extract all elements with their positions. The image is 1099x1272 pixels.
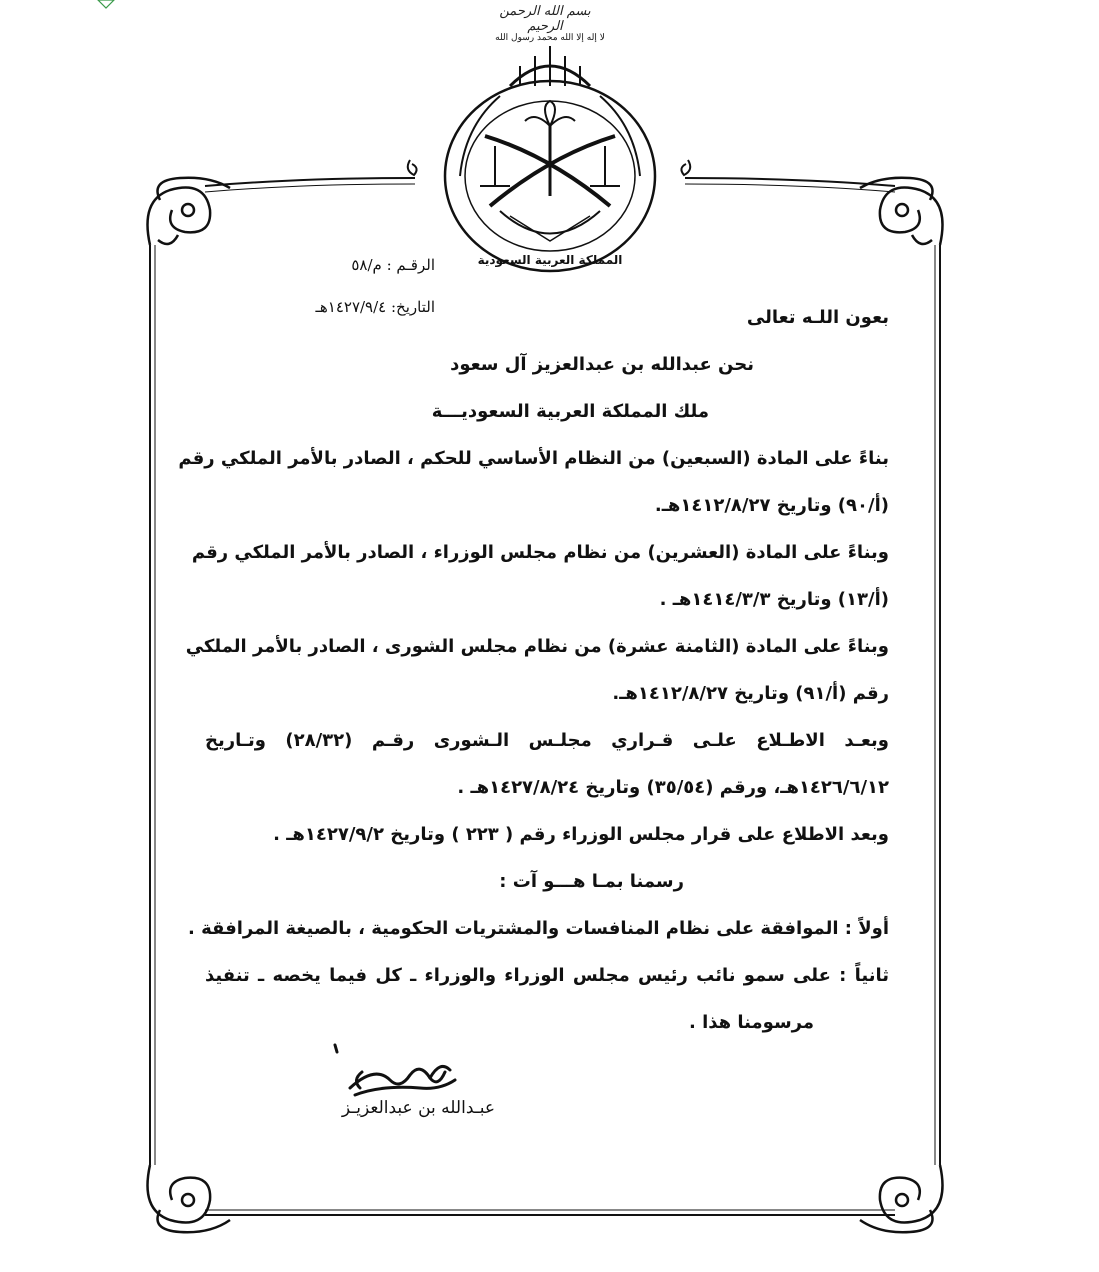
corner-mark-icon bbox=[96, 0, 116, 10]
royal-seal-emblem bbox=[440, 26, 660, 276]
body-line-3: وبناءً على المادة (العشرين) من نظام مجلس الوزراء ، الصادر بالأمر الملكي رقم bbox=[191, 542, 889, 563]
clause-second: ثانياً : على سمو نائب رئيس مجلس الوزراء والوزراء ـ كل فيما يخصه ـ تنفيذ bbox=[205, 965, 889, 986]
reference-date: التاريخ: ١٤٢٧/٩/٤هـ bbox=[315, 298, 435, 316]
corner-ornament-bottom-left bbox=[148, 1165, 231, 1232]
seal-legend: المملكة العربية السعودية bbox=[477, 253, 623, 267]
body-line-8: ١٤٢٦/٦/١٢هـ، ورقم (٣٥/٥٤) وتاريخ ١٤٢٧/٨/٢٤هـ . bbox=[457, 777, 889, 798]
king-title-line: ملك المملكة العربية السعوديـــة bbox=[431, 401, 709, 422]
closing-line: مرسومنا هذا . bbox=[689, 1012, 814, 1033]
body-line-6: رقم (أ/٩١) وتاريخ ١٤١٢/٨/٢٧هـ. bbox=[612, 683, 889, 704]
body-line-9: وبعد الاطلاع على قرار مجلس الوزراء رقم ( ٢٢٣ ) وتاريخ ١٤٢٧/٩/٢هـ . bbox=[273, 824, 889, 845]
king-name-line: نحن عبدالله بن عبدالعزيز آل سعود bbox=[450, 354, 754, 375]
body-line-1: بناءً على المادة (السبعين) من النظام الأساسي للحكم ، الصادر بالأمر الملكي رقم bbox=[178, 448, 889, 469]
body-line-2: (أ/٩٠) وتاريخ ١٤١٢/٨/٢٧هـ. bbox=[654, 495, 889, 516]
corner-ornament-bottom-right bbox=[860, 1165, 943, 1232]
seal-shahada: لا إله إلا الله محمد رسول الله bbox=[495, 33, 605, 43]
reference-number: الرقـم : م/٥٨ bbox=[351, 256, 435, 274]
corner-ornament-top-left bbox=[148, 178, 231, 245]
decree-heading: رسمنا بمـا هـــو آت : bbox=[499, 871, 684, 892]
body-line-5: وبناءً على المادة (الثامنة عشرة) من نظام مجلس الشورى ، الصادر بالأمر الملكي bbox=[185, 636, 889, 657]
signatory-name: عبـدالله بن عبدالعزيـز bbox=[341, 1098, 495, 1118]
opening-line: بعون اللـه تعالى bbox=[746, 307, 889, 328]
body-line-7: وبعـد الاطـلاع علـى قـراري مجلـس الـشورى رقـم (٢٨/٣٢) وتـاريخ bbox=[205, 730, 889, 751]
corner-ornament-top-right bbox=[860, 178, 943, 245]
decree-body bbox=[178, 294, 889, 1046]
handwritten-signature bbox=[280, 1040, 520, 1140]
body-line-4: (أ/١٣) وتاريخ ١٤١٤/٣/٣هـ . bbox=[659, 589, 889, 610]
clause-first: أولاً : الموافقة على نظام المنافسات والمشتريات الحكومية ، بالصيغة المرافقة . bbox=[188, 918, 889, 939]
basmala-header: بسم الله الرحمن الرحيم bbox=[499, 4, 591, 34]
